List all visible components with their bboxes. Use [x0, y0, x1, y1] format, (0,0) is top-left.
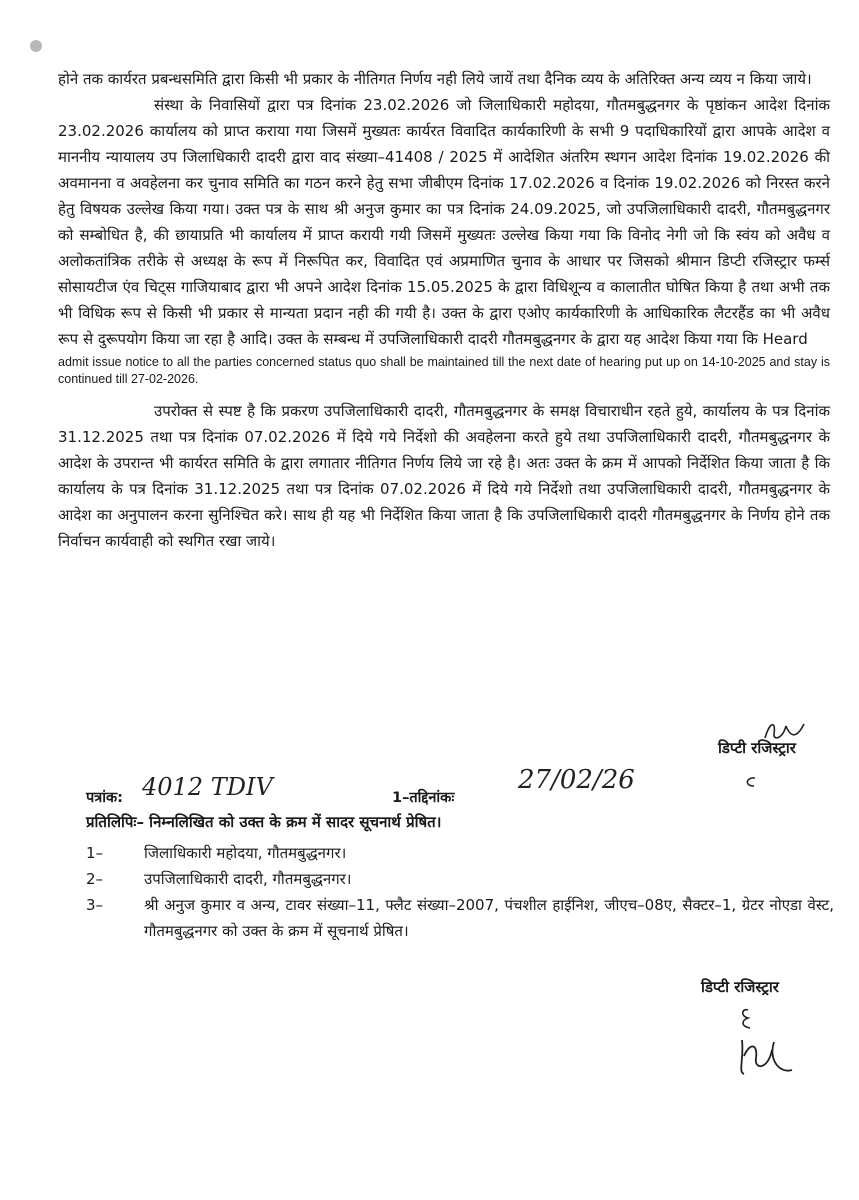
- paragraph-directive: उपरोक्त से स्पष्ट है कि प्रकरण उपजिलाधिकारी दादरी, गौतमबुद्धनगर के समक्ष विचाराधीन रहते हुये, कार्यालय के पत्र दिनांक 31.12.2025 तथा पत्र दिनांक 07.02.2026 में दिये गये निर्देशो की अवहेलना करते हुये तथा उपजिलाधिकारी दादरी, गौतमबुद्धनगर के आदेश के उपरान्त भी कार्यरत समिति के द्वारा लगातार नीतिगत निर्णय लिये जा रहे है। अतः उक्त के क्रम में आपको निर्देशित किया जाता है कि कार्यालय के पत्र दिनांक 31.12.2025 तथा पत्र दिनांक 07.02.2026 में दिये गये निर्देशो तथा उपजिलाधिकारी दादरी, गौतमबुद्धनगर के आदेश का अनुपालन करना सुनिश्चित करे। साथ ही यह भी निर्देशित किया जाता है कि उपजिलाधिकारी दादरी गौतमबुद्धनगर के निर्णय होने तक निर्वाचन कार्यवाही को स्थगित रखा जाये।: [58, 402, 830, 550]
- signature-title-top: डिप्टी रजिस्ट्रार: [718, 739, 796, 757]
- list-item: [86, 866, 834, 892]
- list-item-text: जिलाधिकारी महोदया, गौतमबुद्धनगर।: [144, 844, 347, 862]
- list-item-number: 1–: [86, 844, 104, 862]
- scan-smudge: [30, 40, 42, 52]
- copy-list: [86, 840, 834, 944]
- paragraph-court-order-english: admit issue notice to all the parties concerned status quo shall be maintained till the next date of hearing put up on 14-10-2025 and stay is continued till 27-02-2026.: [58, 355, 830, 386]
- signature-title-bottom: डिप्टी रजिस्ट्रार: [701, 978, 779, 996]
- list-item-text: श्री अनुज कुमार व अन्य, टावर संख्या–11, फ्लैट संख्या–2007, पंचशील हाईनिश, जीएच–08ए, सैक्टर–1, ग्रेटर नोएडा वेस्ट, गौतमबुद्धनगर को उक्त के क्रम में सूचनार्थ प्रेषित।: [144, 896, 834, 940]
- paragraph-continuation: होने तक कार्यरत प्रबन्धसमिति द्वारा किसी भी प्रकार के नीतिगत निर्णय नही लिये जायें तथा दैनिक व्यय के अतिरिक्त अन्य व्यय न किया जाये।: [58, 70, 812, 88]
- paragraph-residents-letter: संस्था के निवासियों द्वारा पत्र दिनांक 23.02.2026 जो जिलाधिकारी महोदया, गौतमबुद्धनगर के पृष्ठांकन आदेश दिनांक 23.02.2026 कार्यालय को प्राप्त कराया गया जिसमें मुख्यतः कार्यरत विवादित कार्यकारिणी के सभी 9 पदाधिकारियों द्वारा आपके आदेश व माननीय न्यायालय उप जिलाधिकारी दादरी द्वारा वाद संख्या–41408 / 2025 में आदेशित अंतरिम स्थगन आदेश दिनांक 19.02.2026 की अवमानना व अवहेलना कर चुनाव समिति का गठन करने हेतु सभा जीबीएम दिनांक 17.02.2026 व दिनांक 19.02.2026 को निरस्त करने हेतु विषयक उल्लेख किया गया। उक्त पत्र के साथ श्री अनुज कुमार का पत्र दिनांक 24.09.2025, जो उपजिलाधिकारी दादरी, गौतमबुद्धनगर को सम्बोधित है, की छायाप्रति भी कार्यालय में प्राप्त करायी गयी जिसमें मुख्यतः उल्लेख किया गया कि विनोद नेगी जो कि स्वंय को अवैध व अलोकतांत्रिक तरीके से अध्यक्ष के रूप में निरूपित कर, विवादित एवं अप्रमाणित चुनाव के आधार पर जिसको श्रीमान डिप्टी रजिस्ट्रार फर्म्स सोसायटीज एंव चिट्स गाजियाबाद द्वारा भी अपने आदेश दिनांक 15.05.2025 के द्वारा विधिशून्य व कालातीत घोषित किया है तथा अभी तक भी विधिक रूप से किसी भी प्रकार से मान्यता प्रदान नही की गयी है। उक्त के द्वारा एओए कार्यकारिणी के आधिकारिक लैटरहैंड का भी अवैध रूप से दुरूपयोग किया जा रहा है आदि। उक्त के सम्बन्ध में उपजिलाधिकारी दादरी गौतमबुद्धनगर के द्वारा यह आदेश किया गया कि Heard: [58, 96, 830, 348]
- list-item-number: 2–: [86, 870, 104, 888]
- letter-body: [58, 66, 830, 554]
- copy-heading: प्रतिलिपिः– निम्नलिखित को उक्त के क्रम में सादर सूचनार्थ प्रेषित।: [86, 813, 442, 831]
- list-item: [86, 892, 834, 944]
- list-item: [86, 840, 834, 866]
- reference-line: [86, 765, 786, 809]
- date-handwritten: 27/02/26: [518, 765, 635, 795]
- letter-number-handwritten: 4012 TDIV: [142, 773, 273, 801]
- list-item-text: उपजिलाधिकारी दादरी, गौतमबुद्धनगर।: [144, 870, 352, 888]
- signature-scribble-bottom: [728, 1000, 808, 1080]
- date-label: 1–तद्दिनांकः: [392, 790, 455, 806]
- letter-number-label: पत्रांक:: [86, 790, 123, 806]
- list-item-number: 3–: [86, 896, 104, 914]
